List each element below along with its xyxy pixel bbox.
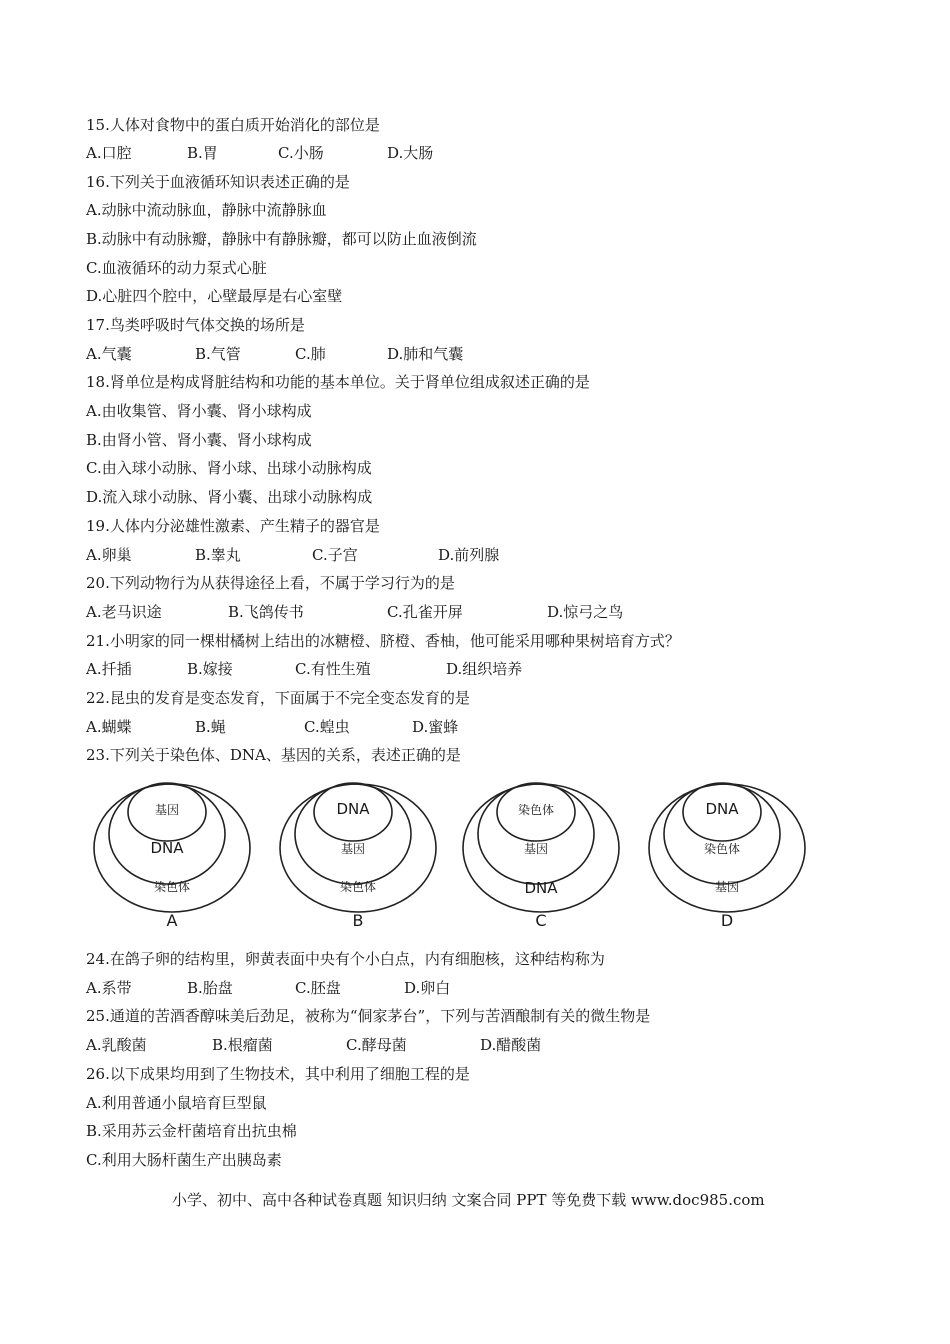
diagram-c-outer: DNA <box>524 879 558 897</box>
question-15: 15.人体对食物中的蛋白质开始消化的部位是 <box>86 116 380 134</box>
question-18: 18.肾单位是构成肾脏结构和功能的基本单位。关于肾单位组成叙述正确的是 <box>86 373 590 391</box>
question-26: 26.以下成果均用到了生物技术，其中利用了细胞工程的是 <box>86 1065 470 1083</box>
option-a: A.卵巢 <box>86 546 132 564</box>
options-20 <box>86 602 886 622</box>
option-line: C.血液循环的动力泵式心脏 <box>86 259 267 277</box>
diagram-b-letter: B <box>352 911 364 930</box>
middle-circle-a <box>109 784 225 884</box>
diagram-b-middle: 基因 <box>340 842 366 856</box>
option-line: D.心脏四个腔中，心壁最厚是右心室壁 <box>86 287 343 305</box>
option-line: C.由入球小动脉、肾小球、出球小动脉构成 <box>86 459 372 477</box>
diagram-a-letter: A <box>166 911 178 930</box>
nested-circles-diagram <box>86 778 816 938</box>
diagram-a-middle: DNA <box>150 839 184 857</box>
option-line: B.由肾小管、肾小囊、肾小球构成 <box>86 431 312 449</box>
middle-circle-d <box>664 784 780 884</box>
diagram-a-outer: 染色体 <box>153 880 191 894</box>
question-19: 19.人体内分泌雄性激素、产生精子的器官是 <box>86 517 380 535</box>
option-c: C.肺 <box>295 345 326 363</box>
option-b: B.根瘤菌 <box>212 1036 273 1054</box>
options-15 <box>86 143 886 163</box>
option-b: B.气管 <box>195 345 241 363</box>
option-c: C.酵母菌 <box>346 1036 407 1054</box>
option-line: D.流入球小动脉、肾小囊、出球小动脉构成 <box>86 488 373 506</box>
question-21: 21.小明家的同一棵柑橘树上结出的冰糖橙、脐橙、香柚，他可能采用哪种果树培育方式？ <box>86 632 680 650</box>
option-line: C.利用大肠杆菌生产出胰岛素 <box>86 1151 282 1169</box>
option-c: C.有性生殖 <box>295 660 371 678</box>
option-b: B.胃 <box>187 144 218 162</box>
question-24: 24.在鸽子卵的结构里，卵黄表面中央有个小白点，内有细胞核，这种结构称为 <box>86 950 605 968</box>
option-a: A.老马识途 <box>86 603 162 621</box>
option-d: D.组织培养 <box>446 660 523 678</box>
option-c: C.小肠 <box>278 144 324 162</box>
diagram-b-inner: DNA <box>336 800 370 818</box>
diagram-b-outer: 染色体 <box>339 880 377 894</box>
option-a: A.口腔 <box>86 144 132 162</box>
diagram-a-inner: 基因 <box>154 803 180 817</box>
option-d: D.肺和气囊 <box>387 345 464 363</box>
option-a: A.扦插 <box>86 660 132 678</box>
option-a: A.气囊 <box>86 345 132 363</box>
option-b: B.睾丸 <box>195 546 241 564</box>
diagram-d-inner: DNA <box>705 800 739 818</box>
diagram-c-middle: 基因 <box>523 842 549 856</box>
question-25: 25.通道的苦酒香醇味美后劲足，被称为“侗家茅台”，下列与苦酒酿制有关的微生物是 <box>86 1007 651 1025</box>
option-a: A.蝴蝶 <box>86 718 132 736</box>
option-line: B.动脉中有动脉瓣，静脉中有静脉瓣，都可以防止血液倒流 <box>86 230 477 248</box>
option-a: A.系带 <box>86 979 132 997</box>
diagram-d-letter: D <box>720 911 734 930</box>
question-16: 16.下列关于血液循环知识表述正确的是 <box>86 173 350 191</box>
option-d: D.蜜蜂 <box>412 718 459 736</box>
option-b: B.蝇 <box>195 718 226 736</box>
options-24 <box>86 978 886 998</box>
question-23: 23.下列关于染色体、DNA、基因的关系，表述正确的是 <box>86 746 461 764</box>
option-d: D.卵白 <box>404 979 451 997</box>
option-c: C.子宫 <box>312 546 358 564</box>
question-20: 20.下列动物行为从获得途径上看，不属于学习行为的是 <box>86 574 455 592</box>
option-d: D.醋酸菌 <box>480 1036 542 1054</box>
diagram-d-outer: 基因 <box>714 880 740 894</box>
options-25 <box>86 1035 886 1055</box>
option-b: B.胎盘 <box>187 979 233 997</box>
options-19 <box>86 545 886 565</box>
diagram-c-letter: C <box>535 911 547 930</box>
diagram-c-inner: 染色体 <box>517 803 555 817</box>
option-c: C.蝗虫 <box>304 718 350 736</box>
option-line: A.利用普通小鼠培育巨型鼠 <box>86 1094 267 1112</box>
option-c: C.孔雀开屏 <box>387 603 463 621</box>
option-line: A.动脉中流动脉血，静脉中流静脉血 <box>86 201 327 219</box>
option-d: D.前列腺 <box>438 546 500 564</box>
option-d: D.大肠 <box>387 144 434 162</box>
middle-circle-b <box>295 784 411 884</box>
diagram-d-middle: 染色体 <box>703 842 741 856</box>
diagram-svg <box>86 778 816 938</box>
question-17: 17.鸟类呼吸时气体交换的场所是 <box>86 316 305 334</box>
option-d: D.惊弓之鸟 <box>547 603 624 621</box>
option-line: B.采用苏云金杆菌培育出抗虫棉 <box>86 1122 297 1140</box>
middle-circle-c <box>478 784 594 884</box>
option-c: C.胚盘 <box>295 979 341 997</box>
option-line: A.由收集管、肾小囊、肾小球构成 <box>86 402 312 420</box>
option-a: A.乳酸菌 <box>86 1036 147 1054</box>
options-21 <box>86 659 886 679</box>
option-b: B.飞鸽传书 <box>228 603 304 621</box>
options-17 <box>86 344 886 364</box>
question-22: 22.昆虫的发育是变态发育，下面属于不完全变态发育的是 <box>86 689 470 707</box>
option-b: B.嫁接 <box>187 660 233 678</box>
options-22 <box>86 717 886 737</box>
page-footer: 小学、初中、高中各种试卷真题 知识归纳 文案合同 PPT 等免费下载 www.doc985.com <box>172 1191 765 1209</box>
